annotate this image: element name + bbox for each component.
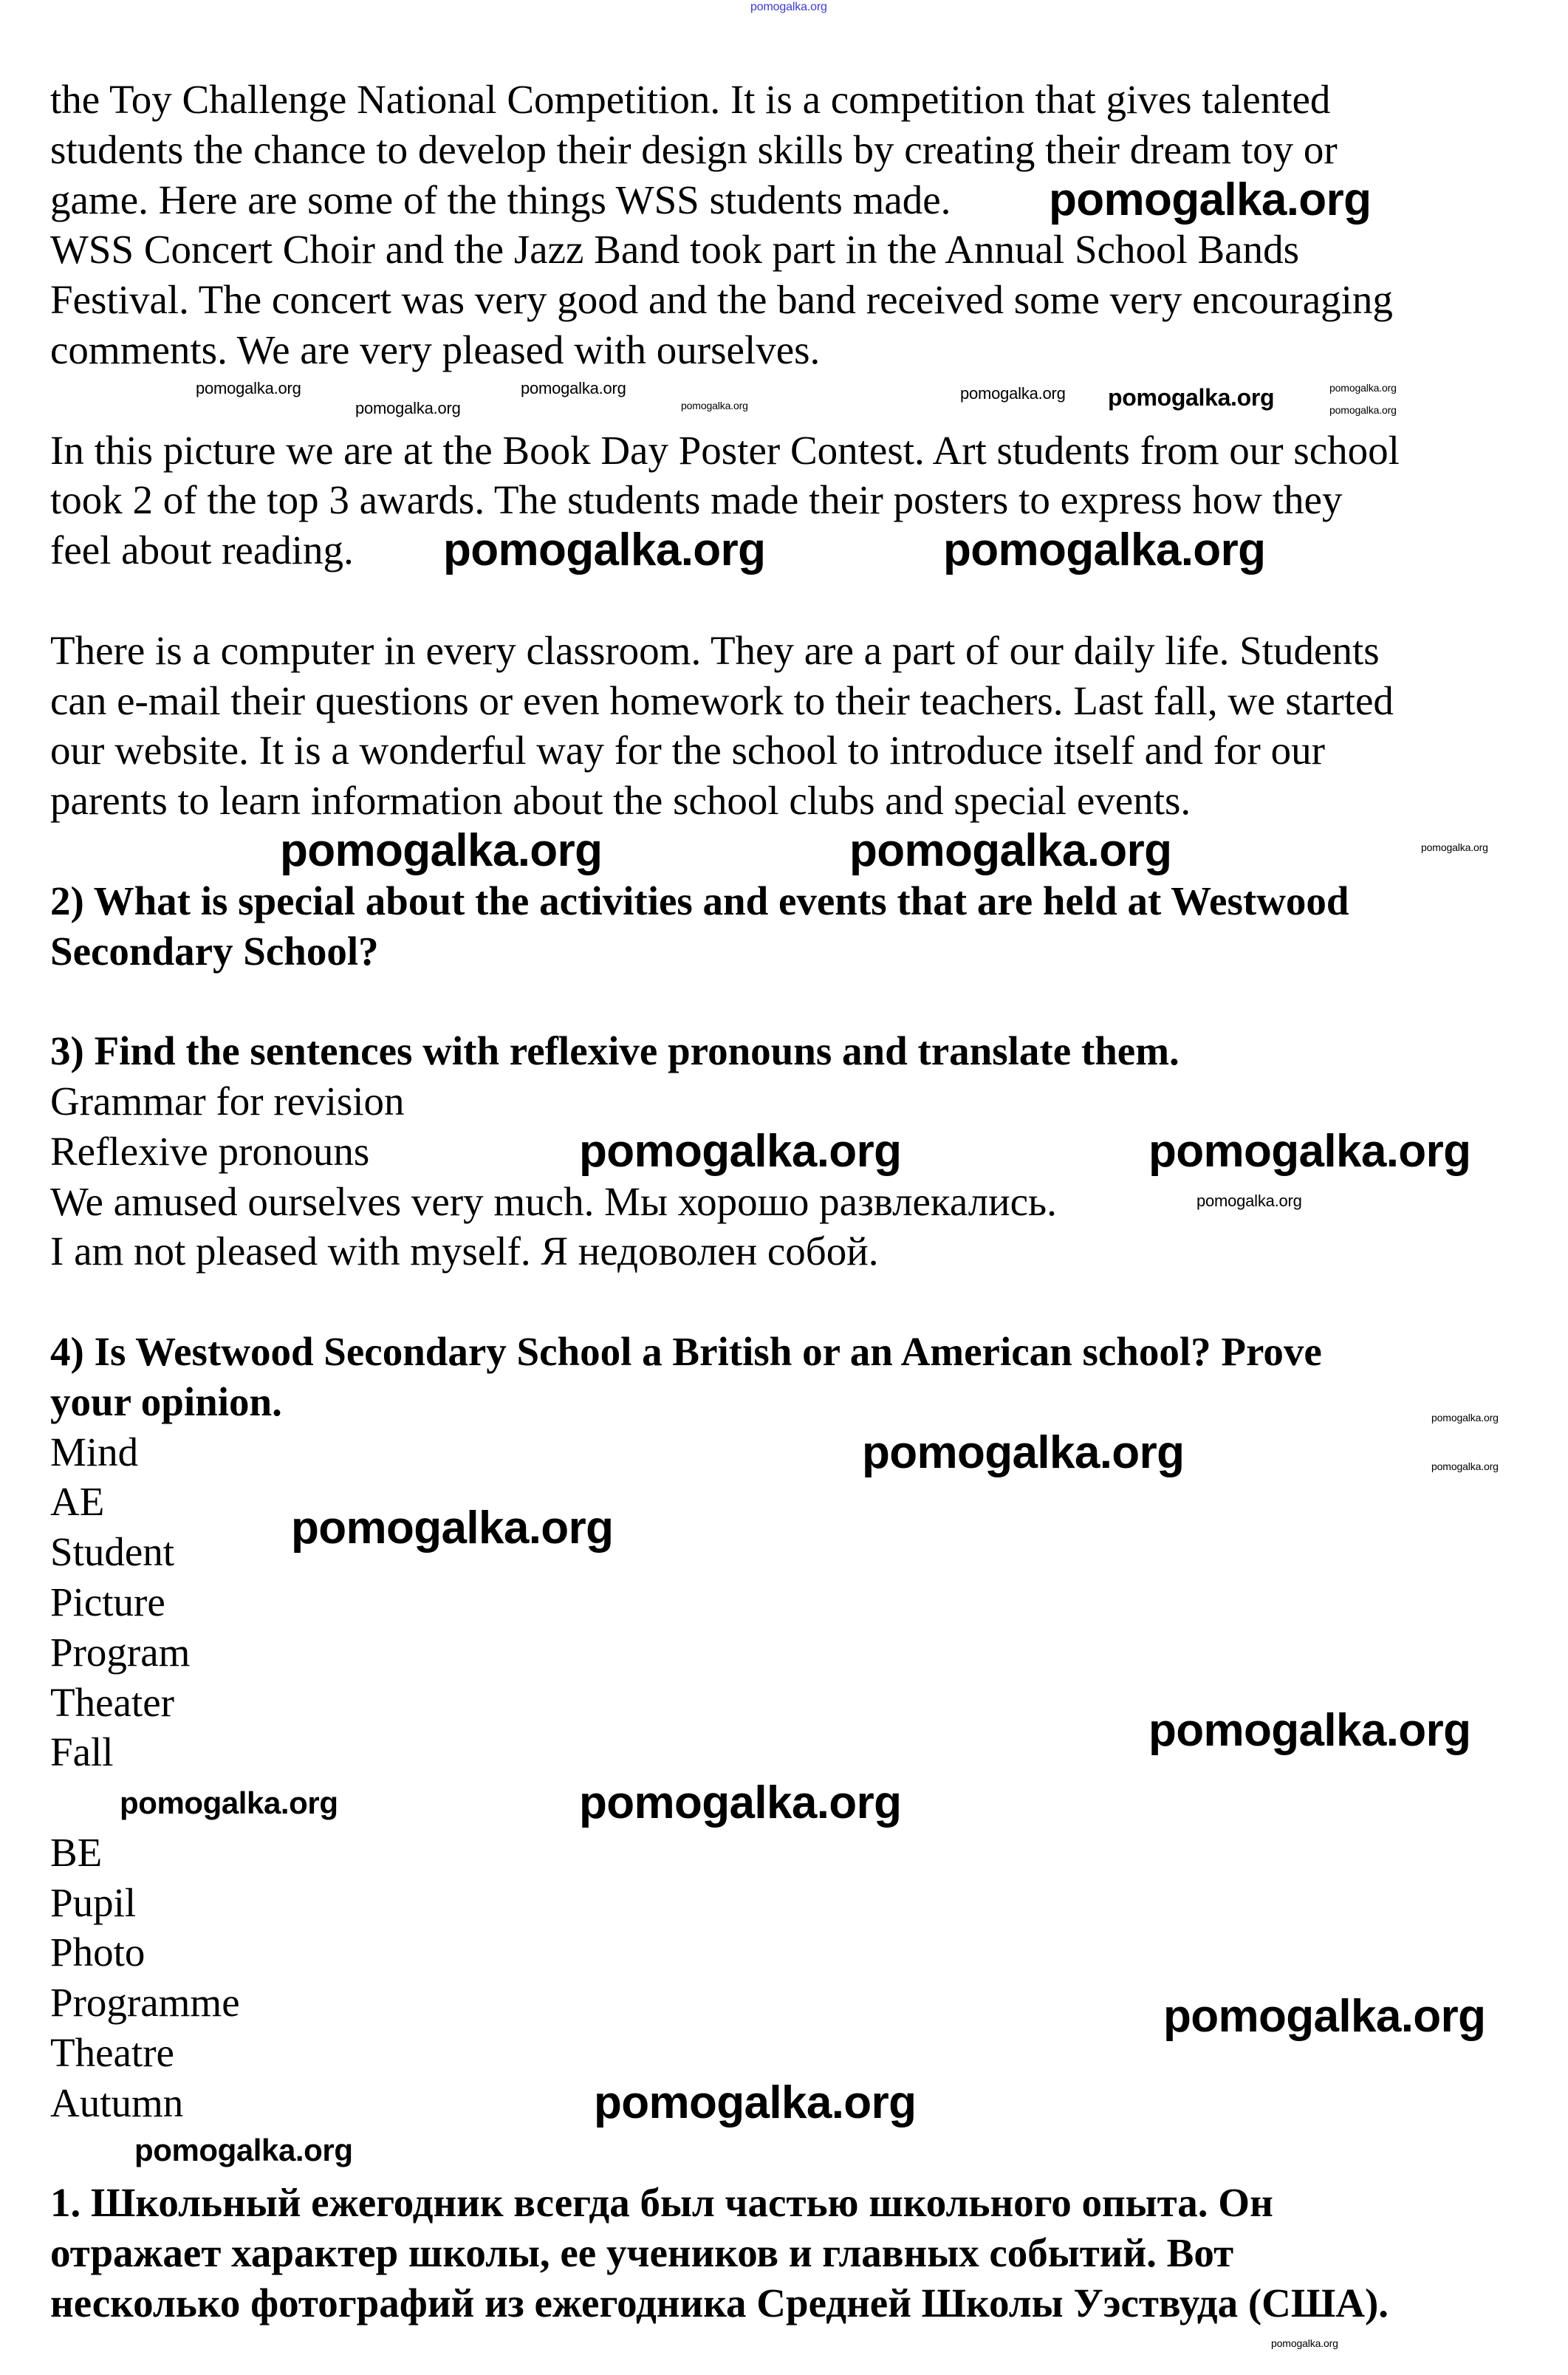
text-line: comments. We are very pleased with ourselves. xyxy=(50,327,821,372)
watermark: pomogalka.org xyxy=(1271,2337,1338,2349)
watermark: pomogalka.org xyxy=(1196,1192,1302,1210)
translation-line: отражает характер школы, ее учеников и главных событий. Вот xyxy=(50,2230,1234,2276)
watermark: pomogalka.org xyxy=(1329,382,1397,394)
question-2 xyxy=(50,876,1568,977)
paragraph-computers xyxy=(50,626,1568,826)
watermark: pomogalka.org xyxy=(443,524,766,575)
word-item: Fall xyxy=(50,1729,114,1775)
watermark: pomogalka.org xyxy=(1163,1991,1486,2042)
watermark: pomogalka.org xyxy=(1049,174,1372,225)
watermark: pomogalka.org xyxy=(579,1126,902,1177)
watermark: pomogalka.org xyxy=(849,825,1172,876)
example-sentence: I am not pleased with myself. Я недоволен собой. xyxy=(50,1228,879,1274)
watermark: pomogalka.org xyxy=(594,2077,917,2128)
watermark-link[interactable]: pomogalka.org xyxy=(750,1,827,13)
text-line: parents to learn information about the school clubs and special events. xyxy=(50,778,1191,824)
watermark: pomogalka.org xyxy=(579,1777,902,1828)
translation-line: 1. Школьный ежегодник всегда был частью школьного опыта. Он xyxy=(50,2180,1273,2226)
text-line: feel about reading. xyxy=(50,527,354,573)
text-line: students the chance to develop their design skills by creating their dream toy or xyxy=(50,126,1338,172)
word-item: Theatre xyxy=(50,2030,174,2076)
text-line: the Toy Challenge National Competition. It is a competition that gives talented xyxy=(50,77,1331,122)
watermark: pomogalka.org xyxy=(1108,384,1275,411)
watermark: pomogalka.org xyxy=(355,399,461,417)
word-item: BE xyxy=(50,1829,103,1875)
word-item: Theater xyxy=(50,1679,174,1725)
text-line: In this picture we are at the Book Day Poster Contest. Art students from our school xyxy=(50,427,1400,473)
word-item: Program xyxy=(50,1629,191,1675)
paragraph-poster-contest xyxy=(50,426,1568,575)
word-item: Pupil xyxy=(50,1879,137,1925)
word-item: AE xyxy=(50,1479,105,1525)
question-line: 4) Is Westwood Secondary School a British or an American school? Prove xyxy=(50,1328,1322,1374)
watermark: pomogalka.org xyxy=(196,379,301,397)
example-sentence: We amused ourselves very much. Мы хорошо развлекались. xyxy=(50,1178,1057,1224)
watermark: pomogalka.org xyxy=(1421,841,1488,853)
text-line: can e-mail their questions or even homework to their teachers. Last fall, we started xyxy=(50,677,1394,723)
word-item: Mind xyxy=(50,1429,139,1474)
watermark: pomogalka.org xyxy=(291,1503,614,1554)
russian-translation xyxy=(50,2178,1568,2328)
watermark: pomogalka.org xyxy=(1431,1412,1499,1424)
question-4 xyxy=(50,1327,1568,1427)
watermark: pomogalka.org xyxy=(960,384,1066,403)
translation-line: несколько фотографий из ежегодника Средней Школы Уэствуда (США). xyxy=(50,2280,1389,2326)
watermark: pomogalka.org xyxy=(1329,404,1397,416)
watermark: pomogalka.org xyxy=(943,524,1266,575)
word-item: Autumn xyxy=(50,2080,184,2125)
question-line: your opinion. xyxy=(50,1378,282,1424)
text-line: took 2 of the top 3 awards. The students made their posters to express how they xyxy=(50,477,1343,523)
word-item: Photo xyxy=(50,1930,145,1975)
text-line: our website. It is a wonderful way for the school to introduce itself and for our xyxy=(50,728,1325,773)
word-item: Student xyxy=(50,1529,175,1575)
grammar-heading: Grammar for revision xyxy=(50,1078,405,1124)
watermark: pomogalka.org xyxy=(862,1427,1185,1478)
text-line: Festival. The concert was very good and the band received some very encouraging xyxy=(50,277,1393,323)
question-line: Secondary School? xyxy=(50,928,379,974)
word-item: Picture xyxy=(50,1579,165,1624)
grammar-subheading: Reflexive pronouns xyxy=(50,1128,370,1174)
watermark: pomogalka.org xyxy=(1148,1705,1471,1756)
watermark: pomogalka.org xyxy=(1148,1126,1471,1177)
watermark: pomogalka.org xyxy=(280,825,603,876)
watermark: pomogalka.org xyxy=(120,1785,338,1820)
watermark: pomogalka.org xyxy=(134,2133,353,2167)
question-3: 3) Find the sentences with reflexive pronouns and translate them. xyxy=(50,1028,1180,1074)
word-item: Programme xyxy=(50,1980,240,2026)
text-line: game. Here are some of the things WSS students made. xyxy=(50,177,951,222)
watermark: pomogalka.org xyxy=(521,379,626,397)
text-line: There is a computer in every classroom. They are a part of our daily life. Students xyxy=(50,627,1380,673)
watermark: pomogalka.org xyxy=(681,400,748,411)
question-line: 2) What is special about the activities and events that are held at Westwood xyxy=(50,878,1349,923)
watermark: pomogalka.org xyxy=(1431,1460,1499,1472)
text-line: WSS Concert Choir and the Jazz Band took part in the Annual School Bands xyxy=(50,227,1299,273)
